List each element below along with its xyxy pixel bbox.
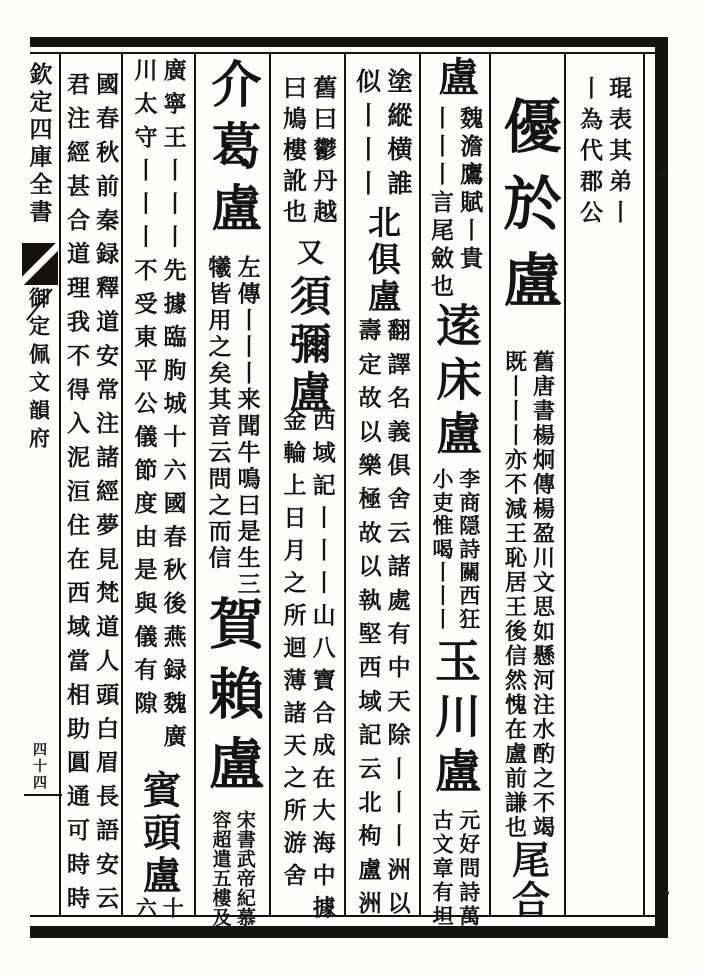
annotation-right-line: 李商隠詩關西狂: [456, 468, 482, 632]
series-title: 欽定四庫全書: [25, 62, 53, 227]
annotation: [420, 106, 490, 302]
annotation-left-line: 犧皆用之矣其音云問之而信: [204, 255, 232, 572]
annotation: [345, 318, 420, 925]
annotation: [565, 76, 643, 231]
annotation-right-line: 元好問詩萬: [456, 809, 482, 929]
annotation: [420, 468, 490, 631]
headword: 優於盧: [493, 96, 562, 327]
annotation-left-line: 既丨丨丨亦不減王恥居王後信然愧在盧前謙也: [501, 350, 528, 840]
headword-block: [195, 58, 270, 244]
headword: 盧: [432, 56, 479, 96]
annotation: [490, 350, 565, 840]
annotation-right-line: 魏澹鷹賦丨貴: [456, 106, 484, 274]
text-column-3: [420, 54, 490, 929]
page-number-underline: [24, 794, 62, 796]
book-title: 御定佩文韻府: [26, 287, 52, 455]
annotation: [60, 72, 122, 920]
annotation-left-line: 丨丨丨言尾斂也: [427, 106, 454, 302]
annotation: [122, 897, 195, 918]
headword: 逺床盧: [428, 302, 482, 464]
annotation: [270, 408, 345, 928]
headword: 賓頭盧: [136, 770, 182, 899]
series-title-block: [18, 62, 60, 227]
headword-block: [490, 96, 565, 327]
headword-block: [420, 637, 490, 802]
text-column-8: [60, 54, 122, 918]
text-column-2: [490, 54, 565, 918]
annotation-left-line: 川太守丨丨丨不受東平公儀節度由是與儀有隙: [130, 58, 158, 724]
headword-block: [490, 840, 565, 920]
annotation-right-line: 翻譯名義俱舍云諸處有中天除丨丨丨洲以: [383, 318, 411, 925]
annotation: [122, 58, 195, 757]
annotation-right-line: 左傳丨丨丨来聞牛鳴曰是生三: [233, 255, 261, 599]
annotation-left-line: 壽定故以樂極故以執堅西域記云北枸盧洲: [354, 318, 382, 925]
annotation-right-line: 十: [160, 897, 186, 918]
headword: 賀賴盧: [200, 595, 265, 805]
annotation-left-line: 金輪上日月之所迴薄諸天之所游舍: [279, 408, 307, 896]
spine-margin-column: [18, 54, 60, 918]
annotation: [195, 810, 270, 927]
annotation-left-line: 君注經甚合道理我不得入泥洹住在西域當相助圓通可時時: [63, 72, 90, 920]
text-column-4: [345, 54, 420, 925]
headword-block: [420, 56, 490, 96]
spine-tab-icon: [22, 243, 58, 285]
annotation: [195, 255, 270, 598]
annotation-right-line: 舊唐書楊炯傳楊盈川文思如懸河注水酌之不竭: [529, 350, 556, 840]
page-number-block: [18, 742, 60, 792]
annotation-right-line: 琨表其弟丨: [605, 76, 633, 231]
annotation-right-line: 塗縱横誰: [384, 68, 413, 204]
connector-block: [270, 238, 345, 265]
annotation-right-line: 西域記丨丨丨山八寶合成在大海中據: [308, 408, 336, 928]
text-column-5: [270, 54, 345, 928]
annotation-left-line: 丨為代郡公: [576, 76, 603, 231]
text-column-6: [195, 54, 270, 927]
annotation-left-line: 曰鳩樓訛也: [278, 75, 308, 230]
headword: 北俱盧: [363, 205, 402, 316]
headword-block: [345, 205, 420, 316]
ink-speck: [665, 891, 669, 895]
annotation-left-line: 似丨丨丨: [352, 68, 382, 204]
headword: 介葛盧: [203, 58, 263, 244]
annotation-right-line: 舊曰鬱丹越: [308, 75, 338, 230]
text-column-7: [122, 54, 195, 918]
annotation-left-line: 六: [133, 897, 159, 918]
headword: 須彌盧: [283, 274, 333, 418]
annotation-right-line: 廣寧王丨丨丨先據臨朐城十六國春秋後燕録魏廣: [159, 58, 187, 758]
headword-block: [270, 274, 345, 418]
book-title-block: [18, 287, 60, 455]
annotation-left-line: 古文章有坦: [430, 809, 455, 929]
headword: 尾合: [505, 840, 551, 920]
annotation-right-line: 宋書武帝紀慕: [233, 810, 256, 927]
headword-block: [122, 770, 195, 898]
ink-speck: [662, 172, 666, 176]
annotation-left-line: 容超遣五樓及: [209, 810, 232, 927]
headword-block: [195, 595, 270, 805]
frame-top-thick: [30, 37, 668, 47]
annotation-right-line: 國春秋前秦録釋道安常注諸經夢見梵道人頭白眉長語安云: [92, 72, 120, 920]
connector-character: 又: [292, 238, 323, 265]
frame-right-thin: [643, 52, 645, 917]
headword-block: [420, 302, 490, 464]
annotation: [345, 68, 420, 204]
annotation-left-line: 小吏惟喝丨丨丨: [430, 468, 455, 632]
text-column-1: [565, 54, 643, 918]
frame-bottom-thick: [30, 926, 668, 938]
page-number: 四十四: [31, 742, 47, 792]
annotation: [420, 809, 490, 929]
headword: 玉川盧: [428, 637, 482, 802]
annotation: [270, 75, 345, 230]
